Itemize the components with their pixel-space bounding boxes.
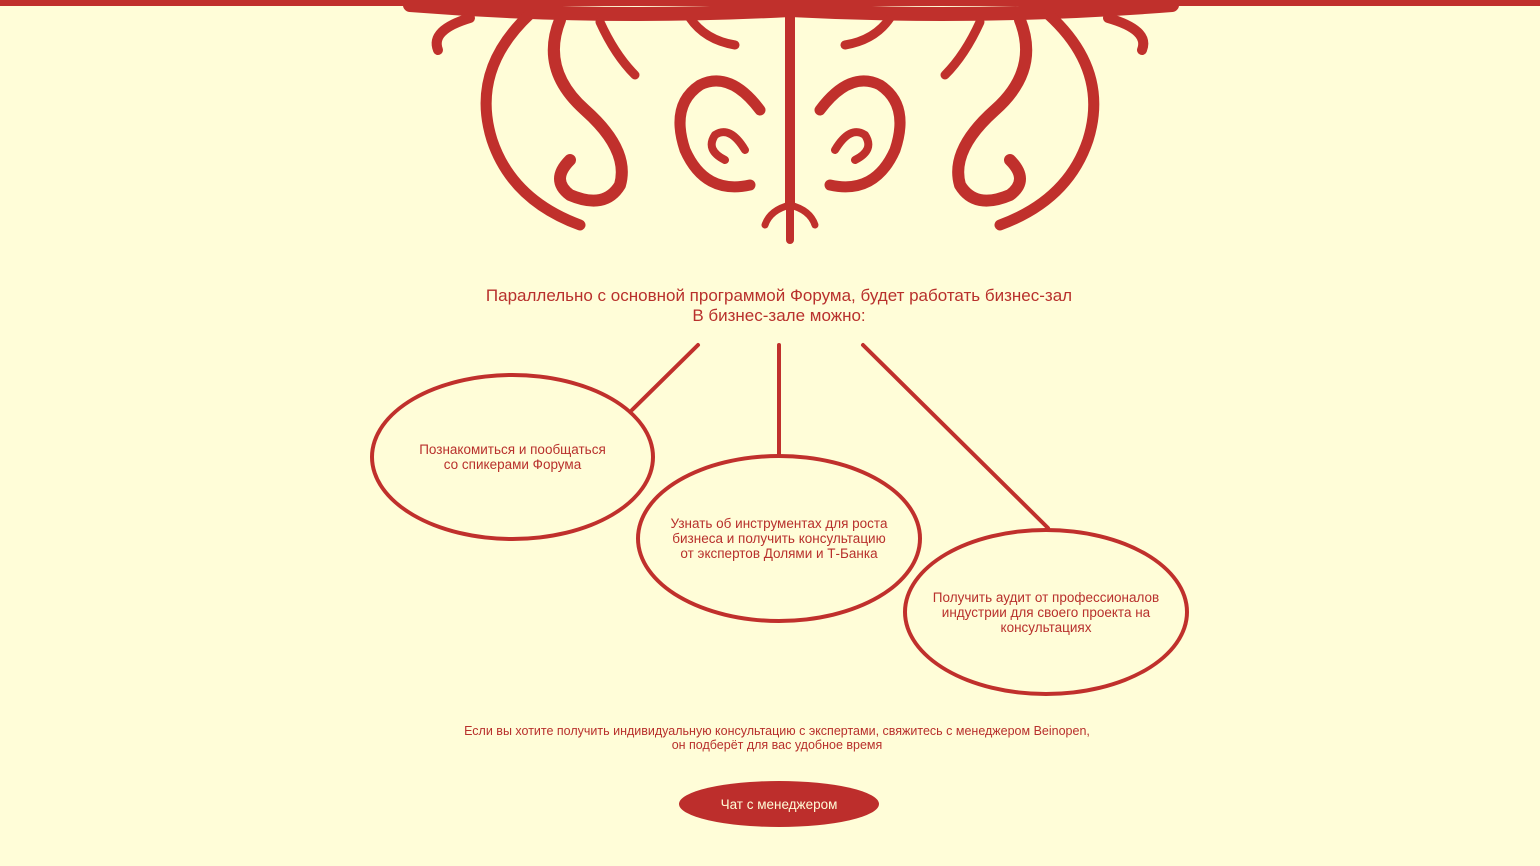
consultation-note bbox=[0, 724, 1540, 752]
option-text: Узнать об инструментах для роста бизнеса и получить консультацию от экспертов Долями и Т-Банка bbox=[670, 516, 888, 561]
option-text: Получить аудит от профессионалов индустрии для своего проекта на консультациях bbox=[932, 589, 1160, 635]
headline-line-1: Параллельно с основной программой Форума, будет работать бизнес-зал bbox=[485, 286, 1073, 305]
option-bubble-tools bbox=[636, 454, 922, 623]
headline-line-2: В бизнес-зале можно: bbox=[692, 306, 866, 325]
option-bubble-speakers bbox=[370, 373, 655, 541]
connector-line-1 bbox=[632, 345, 698, 410]
note-line-2: он подберёт для вас удобное время bbox=[671, 738, 883, 752]
note-line-1: Если вы хотите получить индивидуальную консультацию с экспертами, свяжитесь с менеджером Beinopen, bbox=[464, 724, 1090, 738]
chat-with-manager-button[interactable]: Чат с менеджером bbox=[679, 781, 879, 827]
option-text: Познакомиться и пообщаться со спикерами Форума bbox=[419, 442, 606, 472]
option-bubble-audit bbox=[903, 528, 1189, 696]
